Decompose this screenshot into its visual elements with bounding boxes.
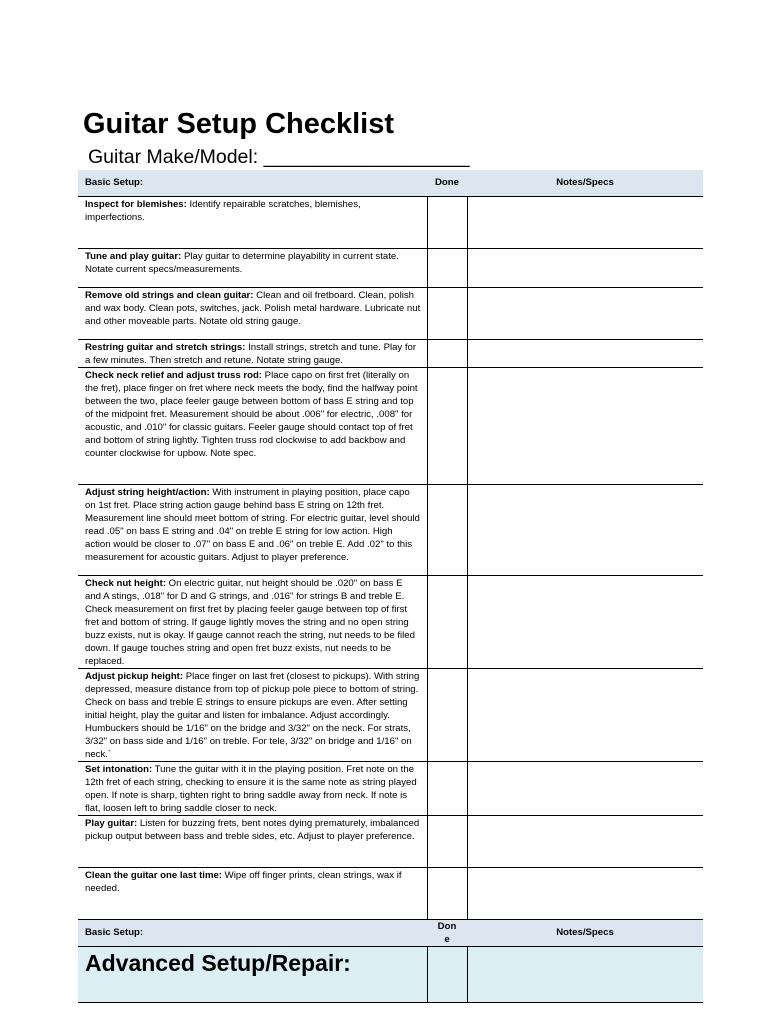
done-cell[interactable] xyxy=(427,668,467,761)
task-description xyxy=(78,196,427,248)
notes-cell[interactable] xyxy=(467,575,703,668)
checklist-row xyxy=(78,196,703,248)
notes-cell[interactable] xyxy=(467,761,703,815)
document-title: Guitar Setup Checklist xyxy=(83,108,395,140)
header-basic-setup: Basic Setup: xyxy=(78,170,427,196)
checklist-row xyxy=(78,575,703,668)
notes-cell[interactable] xyxy=(467,287,703,339)
checklist-row xyxy=(78,367,703,484)
task-description xyxy=(78,668,427,761)
task-description xyxy=(78,248,427,287)
task-text: Tune the guitar with it in the playing position. Fret note on the 12th fret of each string, checking to ensure it is the same note as string played open. If note is sharp, tighten right to bring saddle away from neck. If note is flat, loosen left to bring saddle closer to neck. xyxy=(85,763,417,814)
done-cell[interactable] xyxy=(427,575,467,668)
table-header-row xyxy=(78,170,703,196)
task-text: Identify repairable scratches, blemishes, imperfections. xyxy=(85,198,361,223)
checklist-row xyxy=(78,484,703,575)
advanced-done-cell[interactable] xyxy=(427,946,467,1002)
advanced-notes-cell[interactable] xyxy=(467,946,703,1002)
task-text: Install strings, stretch and tune. Play for a few minutes. Then stretch and retune. Notate string gauge. xyxy=(85,341,417,366)
checklist-row xyxy=(78,761,703,815)
done-cell[interactable] xyxy=(427,867,467,919)
checklist-row xyxy=(78,248,703,287)
checklist-row xyxy=(78,339,703,367)
done-cell[interactable] xyxy=(427,367,467,484)
task-label: Adjust pickup height: xyxy=(85,670,184,682)
header-done: Done xyxy=(427,170,467,196)
task-text: Clean and oil fretboard. Clean, polish and wax body. Clean pots, switches, jack. Polish metal hardware. Lubricate nut and other moveable parts. Notate old string gauge. xyxy=(85,289,421,327)
notes-cell[interactable] xyxy=(467,484,703,575)
task-text: Place finger on last fret (closest to pickups). With string depressed, measure distance from top of pickup pole piece to bottom of string. Check on bass and treble E strings to ensure pickups are even. After setting initial height, play the guitar and listen for imbalance. Adjust accordingly. Humbuckers should be 1/16" on the bridge and 3/32" on the neck. For strats, 3/32" on bass side and 1/16" on treble. For tele, 3/32" on bridge and 1/16" on neck.` xyxy=(85,670,420,760)
task-text: With instrument in playing position, place capo on 1st fret. Place string action gauge behind bass E string on 12th fret. Measurement line should meet bottom of string. For electric guitar, level should read .05" on bass E string and .04" on treble E string for low action. High action would be closer to .07" on bass E and .06" on treble E. Add .02" to this measurement for acoustic guitars. Adjust to player preference. xyxy=(85,486,420,563)
guitar-make-model-line: Guitar Make/Model: ___________________ xyxy=(88,146,470,168)
advanced-setup-row xyxy=(78,946,703,1002)
task-description xyxy=(78,867,427,919)
header-notes-specs: Notes/Specs xyxy=(467,919,703,946)
notes-cell[interactable] xyxy=(467,668,703,761)
task-description xyxy=(78,815,427,867)
notes-cell[interactable] xyxy=(467,367,703,484)
task-label: Clean the guitar one last time: xyxy=(85,869,223,881)
task-label: Inspect for blemishes: xyxy=(85,198,187,210)
checklist-row xyxy=(78,287,703,339)
task-text: On electric guitar, nut height should be .020" on bass E and A stings, .018" for D and G strings, and .016" for strings B and treble E. Check measurement on first fret by placing feeler gauge between top of first fret and bottom of string. If gauge lightly moves the string and no open string buzz exists, nut is okay. If gauge cannot reach the string, nut needs to be filed down. If gauge touches string and open fret buzz exists, nut needs to be replaced. xyxy=(85,577,415,667)
done-cell[interactable] xyxy=(427,815,467,867)
setup-checklist-table xyxy=(78,170,703,1003)
advanced-setup-title: Advanced Setup/Repair: xyxy=(78,946,427,1002)
checklist-row xyxy=(78,668,703,761)
task-description xyxy=(78,287,427,339)
task-text: Wipe off finger prints, clean strings, wax if needed. xyxy=(85,869,402,894)
header-done-line1: Don xyxy=(437,920,457,932)
task-label: Set intonation: xyxy=(85,763,153,775)
done-cell[interactable] xyxy=(427,248,467,287)
task-description xyxy=(78,575,427,668)
task-text: Play guitar to determine playability in current state. Notate current specs/measurements. xyxy=(85,250,399,275)
task-label: Check neck relief and adjust truss rod: xyxy=(85,369,263,381)
checklist-row xyxy=(78,867,703,919)
done-cell[interactable] xyxy=(427,761,467,815)
task-description xyxy=(78,484,427,575)
notes-cell[interactable] xyxy=(467,867,703,919)
header-done xyxy=(427,919,467,946)
done-cell[interactable] xyxy=(427,196,467,248)
task-label: Check nut height: xyxy=(85,577,167,589)
header-basic-setup: Basic Setup: xyxy=(78,919,427,946)
task-label: Tune and play guitar: xyxy=(85,250,182,262)
task-label: Remove old strings and clean guitar: xyxy=(85,289,254,301)
notes-cell[interactable] xyxy=(467,196,703,248)
checklist-row xyxy=(78,815,703,867)
notes-cell[interactable] xyxy=(467,248,703,287)
task-description xyxy=(78,761,427,815)
done-cell[interactable] xyxy=(427,339,467,367)
task-text: Place capo on first fret (literally on the fret), place finger on fret where neck meets the body, find the halfway point between the two, place feeler gauge between bottom of bass E string and top of the midpoint fret. Measurement should be about .006" for electric, .008" for acoustic, and .010" for classic guitars. Feeler gauge should contact top of fret and bottom of string lightly. Tighten truss rod clockwise to add backbow and counter clockwise for upbow. Note spec. xyxy=(85,369,418,459)
done-cell[interactable] xyxy=(427,484,467,575)
task-label: Adjust string height/action: xyxy=(85,486,210,498)
done-cell[interactable] xyxy=(427,287,467,339)
task-text: Listen for buzzing frets, bent notes dying prematurely, imbalanced pickup output between bass and treble sides, etc. Adjust to player preference. xyxy=(85,817,420,842)
task-description xyxy=(78,367,427,484)
header-notes-specs: Notes/Specs xyxy=(467,170,703,196)
notes-cell[interactable] xyxy=(467,815,703,867)
notes-cell[interactable] xyxy=(467,339,703,367)
header-done-line2: e xyxy=(444,933,450,945)
task-label: Play guitar: xyxy=(85,817,138,829)
second-header-row xyxy=(78,919,703,946)
task-label: Restring guitar and stretch strings: xyxy=(85,341,246,353)
task-description xyxy=(78,339,427,367)
